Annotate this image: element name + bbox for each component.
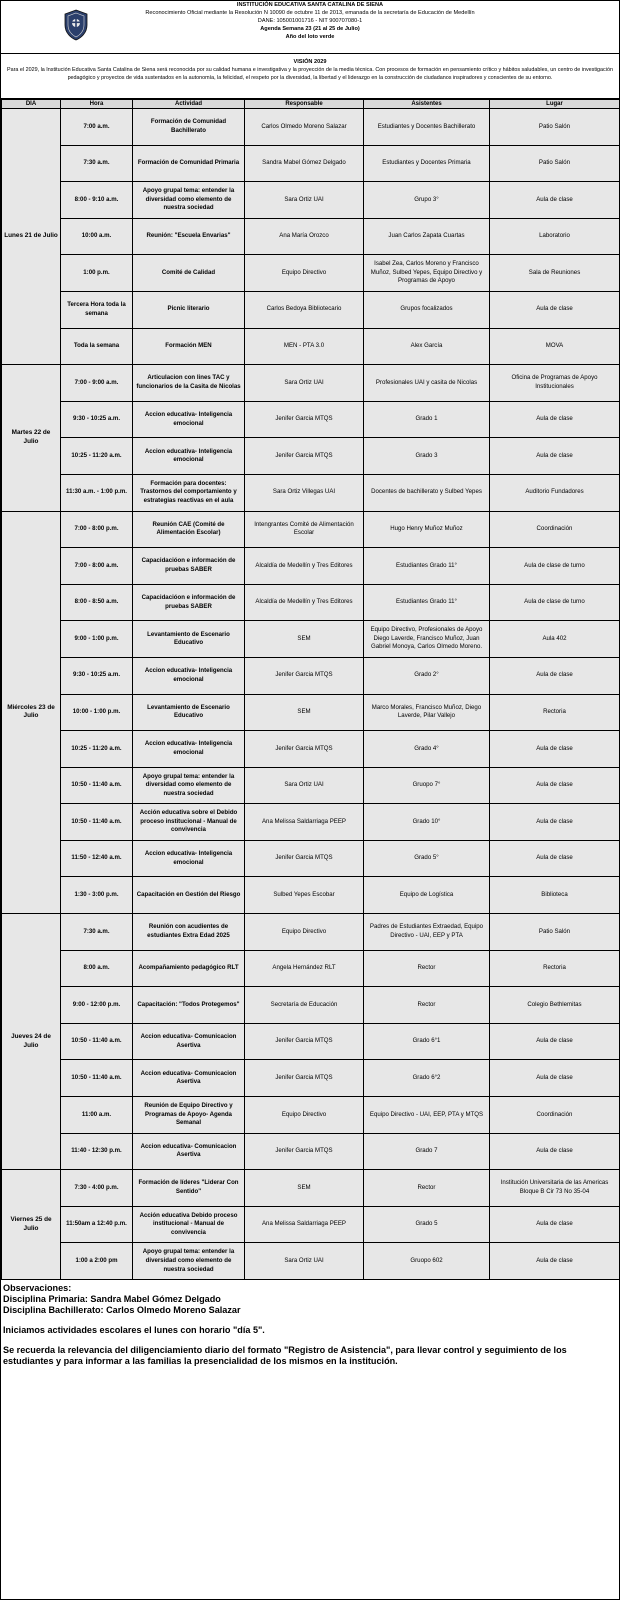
place-cell: Biblioteca	[490, 877, 620, 914]
attendees-cell: Estudiantes Grado 11°	[364, 584, 490, 621]
table-row	[2, 1243, 620, 1280]
attendees-cell: Equipo Directivo - UAI, EEP, PTA y MTQS	[364, 1097, 490, 1134]
place-cell: Aula de clase	[490, 804, 620, 841]
activity-cell: Acción educativa sobre el Debido proceso institucional - Manual de convivencia	[133, 804, 245, 841]
attendees-cell: Estudiantes y Docentes Bachillerato	[364, 109, 490, 146]
responsible-cell: Sara Ortiz Villegas UAI	[245, 474, 364, 511]
place-cell: Aula de clase	[490, 657, 620, 694]
activity-cell: Formación de líderes "Liderar Con Sentido"	[133, 1170, 245, 1207]
responsible-cell: SEM	[245, 694, 364, 731]
responsible-cell: Secretaría de Educación	[245, 987, 364, 1024]
table-row	[2, 109, 620, 146]
institution-name: INSTITUCIÓN EDUCATIVA SANTA CATALINA DE SIENA	[236, 2, 384, 8]
responsible-cell: Equipo Directivo	[245, 914, 364, 951]
responsible-cell: MEN - PTA 3.0	[245, 328, 364, 365]
time-cell: 10:25 - 11:20 a.m.	[61, 731, 133, 768]
day-cell: Viernes 25 de Julio	[2, 1170, 61, 1280]
time-cell: 9:30 - 10:25 a.m.	[61, 401, 133, 438]
time-cell: 10:50 - 11:40 a.m.	[61, 1060, 133, 1097]
column-header: Actividad	[133, 100, 245, 109]
responsible-cell: Jenifer Garcia MTQS	[245, 657, 364, 694]
responsible-cell: Equipo Directivo	[245, 1097, 364, 1134]
time-cell: 10:50 - 11:40 a.m.	[61, 1023, 133, 1060]
school-crest-logo	[63, 9, 89, 41]
time-cell: 11:50am a 12:40 p.m.	[61, 1206, 133, 1243]
responsible-cell: SEM	[245, 1170, 364, 1207]
agenda-table	[1, 99, 620, 1280]
table-row	[2, 1023, 620, 1060]
activity-cell: Accion educativa- Inteligencia emocional	[133, 438, 245, 475]
attendees-cell: Grado 6°1	[364, 1023, 490, 1060]
place-cell: Aula de clase	[490, 182, 620, 219]
attendees-cell: Grado 3	[364, 438, 490, 475]
responsible-cell: Ana María Orozco	[245, 218, 364, 255]
responsible-cell: Alcaldía de Medellín y Tres Editores	[245, 584, 364, 621]
responsible-cell: Ana Melissa Saldarriaga PEEP	[245, 804, 364, 841]
time-cell: Tercera Hora toda la semana	[61, 291, 133, 328]
place-cell: Rectoria	[490, 694, 620, 731]
place-cell: Laboratorio	[490, 218, 620, 255]
table-row	[2, 987, 620, 1024]
activity-cell: Accion educativa- Inteligencia emocional	[133, 840, 245, 877]
responsible-cell: Equipo Directivo	[245, 255, 364, 292]
attendees-cell: Gruopo 7°	[364, 767, 490, 804]
table-row	[2, 511, 620, 548]
place-cell: Aula de clase	[490, 401, 620, 438]
column-header: Asistentes	[364, 100, 490, 109]
activity-cell: Apoyo grupal tema: entender la diversidad como elemento de nuestra sociedad	[133, 182, 245, 219]
year-motto: Año del loto verde	[285, 34, 335, 41]
attendees-cell: Grado 5°	[364, 840, 490, 877]
time-cell: 9:00 - 12:00 p.m.	[61, 987, 133, 1024]
time-cell: 11:50 - 12:40 a.m.	[61, 840, 133, 877]
place-cell: MOVA	[490, 328, 620, 365]
attendees-cell: Hugo Henry Muñoz Muñoz	[364, 511, 490, 548]
place-cell: Coordinación	[490, 511, 620, 548]
activity-cell: Acción educativa Debido proceso institucional - Manual de convivencia	[133, 1206, 245, 1243]
activity-cell: Reunión con acudientes de estudiantes Extra Edad 2025	[133, 914, 245, 951]
table-row	[2, 1133, 620, 1170]
table-row	[2, 1170, 620, 1207]
time-cell: 7:30 a.m.	[61, 145, 133, 182]
place-cell: Aula de clase	[490, 291, 620, 328]
time-cell: 7:00 - 8:00 a.m.	[61, 548, 133, 585]
table-row	[2, 694, 620, 731]
attendees-cell: Gruopo 602	[364, 1243, 490, 1280]
table-row	[2, 1097, 620, 1134]
attendees-cell: Grupo 3°	[364, 182, 490, 219]
place-cell: Aula de clase	[490, 840, 620, 877]
dane-nit: DANE: 105001001716 - NIT 900707080-1	[257, 18, 363, 25]
responsible-cell: Sandra Mabel Gómez Delgado	[245, 145, 364, 182]
attendees-cell: Rector	[364, 987, 490, 1024]
table-row	[2, 401, 620, 438]
time-cell: 10:50 - 11:40 a.m.	[61, 804, 133, 841]
time-cell: 11:30 a.m. - 1:00 p.m.	[61, 474, 133, 511]
responsible-cell: Sara Ortiz UAI	[245, 182, 364, 219]
responsible-cell: Carlos Olmedo Moreno Salazar	[245, 109, 364, 146]
attendees-cell: Equipo Directivo, Profesionales de Apoyo Diego Laverde, Francisco Muñoz, Juan Gabriel Monoya, Carlos Olmedo Moreno.	[364, 621, 490, 658]
activity-cell: Reunión CAE (Comité de Alimentación Escolar)	[133, 511, 245, 548]
table-row	[2, 877, 620, 914]
table-row	[2, 914, 620, 951]
responsible-cell: Jenifer Garcia MTQS	[245, 1133, 364, 1170]
responsible-cell: Jenifer Garcia MTQS	[245, 840, 364, 877]
attendees-cell: Equipo de Logística	[364, 877, 490, 914]
attendees-cell: Grado 1	[364, 401, 490, 438]
time-cell: 10:25 - 11:20 a.m.	[61, 438, 133, 475]
time-cell: 7:30 a.m.	[61, 914, 133, 951]
time-cell: 7:00 - 8:00 p.m.	[61, 511, 133, 548]
activity-cell: Articulacion con lines TAC y funcionarios de la Casita de Nicolas	[133, 365, 245, 402]
discipline-bachillerato: Disciplina Bachillerato: Carlos Olmedo Moreno Salazar	[3, 1305, 241, 1315]
attendees-cell: Grupos focalizados	[364, 291, 490, 328]
table-row	[2, 182, 620, 219]
activity-cell: Picnic literario	[133, 291, 245, 328]
time-cell: 7:30 - 4:00 p.m.	[61, 1170, 133, 1207]
time-cell: 8:00 - 9:10 a.m.	[61, 182, 133, 219]
place-cell: Aula 402	[490, 621, 620, 658]
time-cell: 10:00 - 1:00 p.m.	[61, 694, 133, 731]
column-header: Hora	[61, 100, 133, 109]
day-cell: Lunes 21 de Julio	[2, 109, 61, 365]
table-row	[2, 1206, 620, 1243]
activity-cell: Formación MEN	[133, 328, 245, 365]
place-cell: Aula de clase	[490, 731, 620, 768]
responsible-cell: Sulbed Yepes Escobar	[245, 877, 364, 914]
table-row	[2, 438, 620, 475]
table-row	[2, 584, 620, 621]
place-cell: Institución Universitaria de las Americas Bloque B Cir 73 No 35-04	[490, 1170, 620, 1207]
table-row	[2, 218, 620, 255]
activity-cell: Levantamiento de Escenario Educativo	[133, 694, 245, 731]
place-cell: Aula de clase	[490, 1243, 620, 1280]
attendees-cell: Padres de Estudiantes Extraedad, Equipo Directivo - UAI, EEP y PTA	[364, 914, 490, 951]
activity-cell: Accion educativa- Comunicacion Asertiva	[133, 1023, 245, 1060]
time-cell: 8:00 - 8:50 a.m.	[61, 584, 133, 621]
column-header: DIA	[2, 100, 61, 109]
column-header: Lugar	[490, 100, 620, 109]
attendees-cell: Grado 6°2	[364, 1060, 490, 1097]
activity-cell: Accion educativa- Comunicacion Asertiva	[133, 1133, 245, 1170]
vision-section	[1, 54, 619, 99]
note-attendance: Se recuerda la relevancia del diligenciamiento diario del formato "Registro de Asistencia", para llevar control y seguimiento de los estudiantes y para informar a las familias la presencialidad de los mismos en la institución.	[3, 1345, 567, 1366]
place-cell: Aula de clase	[490, 1060, 620, 1097]
attendees-cell: Docentes de bachillerato y Sulbed Yepes	[364, 474, 490, 511]
table-row	[2, 365, 620, 402]
place-cell: Oficina de Programas de Apoyo Institucionales	[490, 365, 620, 402]
activity-cell: Apoyo grupal tema: entender la diversidad como elemento de nuestra sociedad	[133, 767, 245, 804]
place-cell: Patio Salón	[490, 145, 620, 182]
place-cell: Aula de clase de turno	[490, 548, 620, 585]
observations-title: Observaciones:	[3, 1283, 72, 1293]
place-cell: Colegio Bethlemitas	[490, 987, 620, 1024]
resolution-text: Reconocimiento Oficial mediante la Resolución N 10090 de octubre 11 de 2013, emanada de la secretaría de Educación de Medellín	[145, 10, 475, 17]
day-cell: Martes 22 de Julio	[2, 365, 61, 511]
responsible-cell: Jenifer Garcia MTQS	[245, 1023, 364, 1060]
attendees-cell: Estudiantes Grado 11°	[364, 548, 490, 585]
attendees-cell: Alex García	[364, 328, 490, 365]
place-cell: Patio Salón	[490, 109, 620, 146]
responsible-cell: Jenifer Garcia MTQS	[245, 401, 364, 438]
table-row	[2, 840, 620, 877]
activity-cell: Capacidacióon e información de pruebas SABER	[133, 584, 245, 621]
table-row	[2, 767, 620, 804]
responsible-cell: Sara Ortiz UAI	[245, 1243, 364, 1280]
activity-cell: Reunión de Equipo Directivo y Programas de Apoyo- Agenda Semanal	[133, 1097, 245, 1134]
time-cell: 1:00 p.m.	[61, 255, 133, 292]
attendees-cell: Grado 10°	[364, 804, 490, 841]
place-cell: Auditorio Fundadores	[490, 474, 620, 511]
table-row	[2, 657, 620, 694]
time-cell: 1:30 - 3:00 p.m.	[61, 877, 133, 914]
day-cell: Jueves 24 de Julio	[2, 914, 61, 1170]
time-cell: 11:00 a.m.	[61, 1097, 133, 1134]
time-cell: 1:00 a 2:00 pm	[61, 1243, 133, 1280]
activity-cell: Formación para docentes: Trastornos del comportamiento y estrategias reactivas en el aula	[133, 474, 245, 511]
discipline-primaria: Disciplina Primaria: Sandra Mabel Gómez Delgado	[3, 1294, 221, 1304]
activity-cell: Capacidacióon e información de pruebas SABER	[133, 548, 245, 585]
activity-cell: Reunión: "Escuela Envarias"	[133, 218, 245, 255]
table-row	[2, 731, 620, 768]
place-cell: Rectoria	[490, 950, 620, 987]
attendees-cell: Grado 4°	[364, 731, 490, 768]
column-header: Responsable	[245, 100, 364, 109]
place-cell: Aula de clase	[490, 1133, 620, 1170]
activity-cell: Levantamiento de Escenario Educativo	[133, 621, 245, 658]
place-cell: Aula de clase	[490, 1206, 620, 1243]
attendees-cell: Juan Carlos Zapata Cuartas	[364, 218, 490, 255]
attendees-cell: Marco Morales, Francisco Muñoz, Diego Laverde, Pilar Vallejo	[364, 694, 490, 731]
table-row	[2, 328, 620, 365]
responsible-cell: Angela Hernández RLT	[245, 950, 364, 987]
attendees-cell: Estudiantes y Docentes Primaria	[364, 145, 490, 182]
activity-cell: Accion educativa- Inteligencia emocional	[133, 657, 245, 694]
attendees-cell: Grado 5	[364, 1206, 490, 1243]
time-cell: 9:30 - 10:25 a.m.	[61, 657, 133, 694]
responsible-cell: Alcaldía de Medellín y Tres Editores	[245, 548, 364, 585]
place-cell: Aula de clase de turno	[490, 584, 620, 621]
table-row	[2, 804, 620, 841]
table-header-row	[2, 100, 620, 109]
time-cell: Toda la semana	[61, 328, 133, 365]
responsible-cell: Jenifer Garcia MTQS	[245, 1060, 364, 1097]
activity-cell: Accion educativa- Inteligencia emocional	[133, 401, 245, 438]
activity-cell: Capacitación en Gestión del Riesgo	[133, 877, 245, 914]
table-row	[2, 255, 620, 292]
activity-cell: Accion educativa- Inteligencia emocional	[133, 731, 245, 768]
responsible-cell: Ana Melissa Saldarriaga PEEP	[245, 1206, 364, 1243]
table-row	[2, 548, 620, 585]
place-cell: Aula de clase	[490, 438, 620, 475]
table-row	[2, 145, 620, 182]
responsible-cell: Jenifer Garcia MTQS	[245, 438, 364, 475]
agenda-body	[2, 109, 620, 1280]
attendees-cell: Rector	[364, 950, 490, 987]
place-cell: Sala de Reuniones	[490, 255, 620, 292]
responsible-cell: Sara Ortiz UAI	[245, 365, 364, 402]
time-cell: 7:00 - 9:00 a.m.	[61, 365, 133, 402]
note-start-classes: Iniciamos actividades escolares el lunes con horario "día 5".	[3, 1325, 265, 1335]
attendees-cell: Grado 2°	[364, 657, 490, 694]
place-cell: Patio Salón	[490, 914, 620, 951]
agenda-title: Agenda Semana 23 (21 al 25 de Julio)	[260, 26, 360, 33]
activity-cell: Comité de Calidad	[133, 255, 245, 292]
table-row	[2, 291, 620, 328]
responsible-cell: Carlos Bedoya Bibliotecario	[245, 291, 364, 328]
place-cell: Coordinación	[490, 1097, 620, 1134]
table-row	[2, 621, 620, 658]
vision-text: Para el 2029, la Institución Educativa Santa Catalina de Siena será reconocida por su calidad humana e investigativa y la proyección de la media técnica. Con procesos de formación en pensamiento crítico y hábitos saludables, un centro de investigación pedagógico y proyectos de vida sustentados en la autonomía, la felicidad, el respeto por la diversidad, la libertad y el liderazgo en la construcción de ciudadanos inspiradores y conscientes de su entorno.	[7, 67, 613, 82]
time-cell: 7:00 a.m.	[61, 109, 133, 146]
table-row	[2, 1060, 620, 1097]
activity-cell: Formación de Comunidad Primaria	[133, 145, 245, 182]
time-cell: 8:00 a.m.	[61, 950, 133, 987]
activity-cell: Formación de Comunidad Bachillerato	[133, 109, 245, 146]
table-row	[2, 950, 620, 987]
responsible-cell: Sara Ortiz UAI	[245, 767, 364, 804]
place-cell: Aula de clase	[490, 1023, 620, 1060]
responsible-cell: SEM	[245, 621, 364, 658]
attendees-cell: Grado 7	[364, 1133, 490, 1170]
observations-section	[1, 1280, 619, 1370]
table-row	[2, 474, 620, 511]
time-cell: 11:40 - 12:30 p.m.	[61, 1133, 133, 1170]
responsible-cell: Jenifer Garcia MTQS	[245, 731, 364, 768]
attendees-cell: Profesionales UAI y casita de Nicolas	[364, 365, 490, 402]
responsible-cell: Intengrantes Comité de Alimentación Escolar	[245, 511, 364, 548]
document-header	[1, 1, 619, 54]
time-cell: 10:00 a.m.	[61, 218, 133, 255]
attendees-cell: Isabel Zea, Carlos Moreno y Francisco Muñoz, Sulbed Yepes, Equipo Directivo y Programas de Apoyo	[364, 255, 490, 292]
place-cell: Aula de clase	[490, 767, 620, 804]
activity-cell: Accion educativa- Comunicacion Asertiva	[133, 1060, 245, 1097]
time-cell: 9:00 - 1:00 p.m.	[61, 621, 133, 658]
activity-cell: Apoyo grupal tema: entender la diversidad como elemento de nuestra sociedad	[133, 1243, 245, 1280]
vision-title: VISIÓN 2029	[293, 59, 327, 65]
time-cell: 10:50 - 11:40 a.m.	[61, 767, 133, 804]
attendees-cell: Rector	[364, 1170, 490, 1207]
day-cell: Miércoles 23 de Julio	[2, 511, 61, 914]
activity-cell: Capacitación: "Todos Protegemos"	[133, 987, 245, 1024]
activity-cell: Acompañamiento pedagógico RLT	[133, 950, 245, 987]
